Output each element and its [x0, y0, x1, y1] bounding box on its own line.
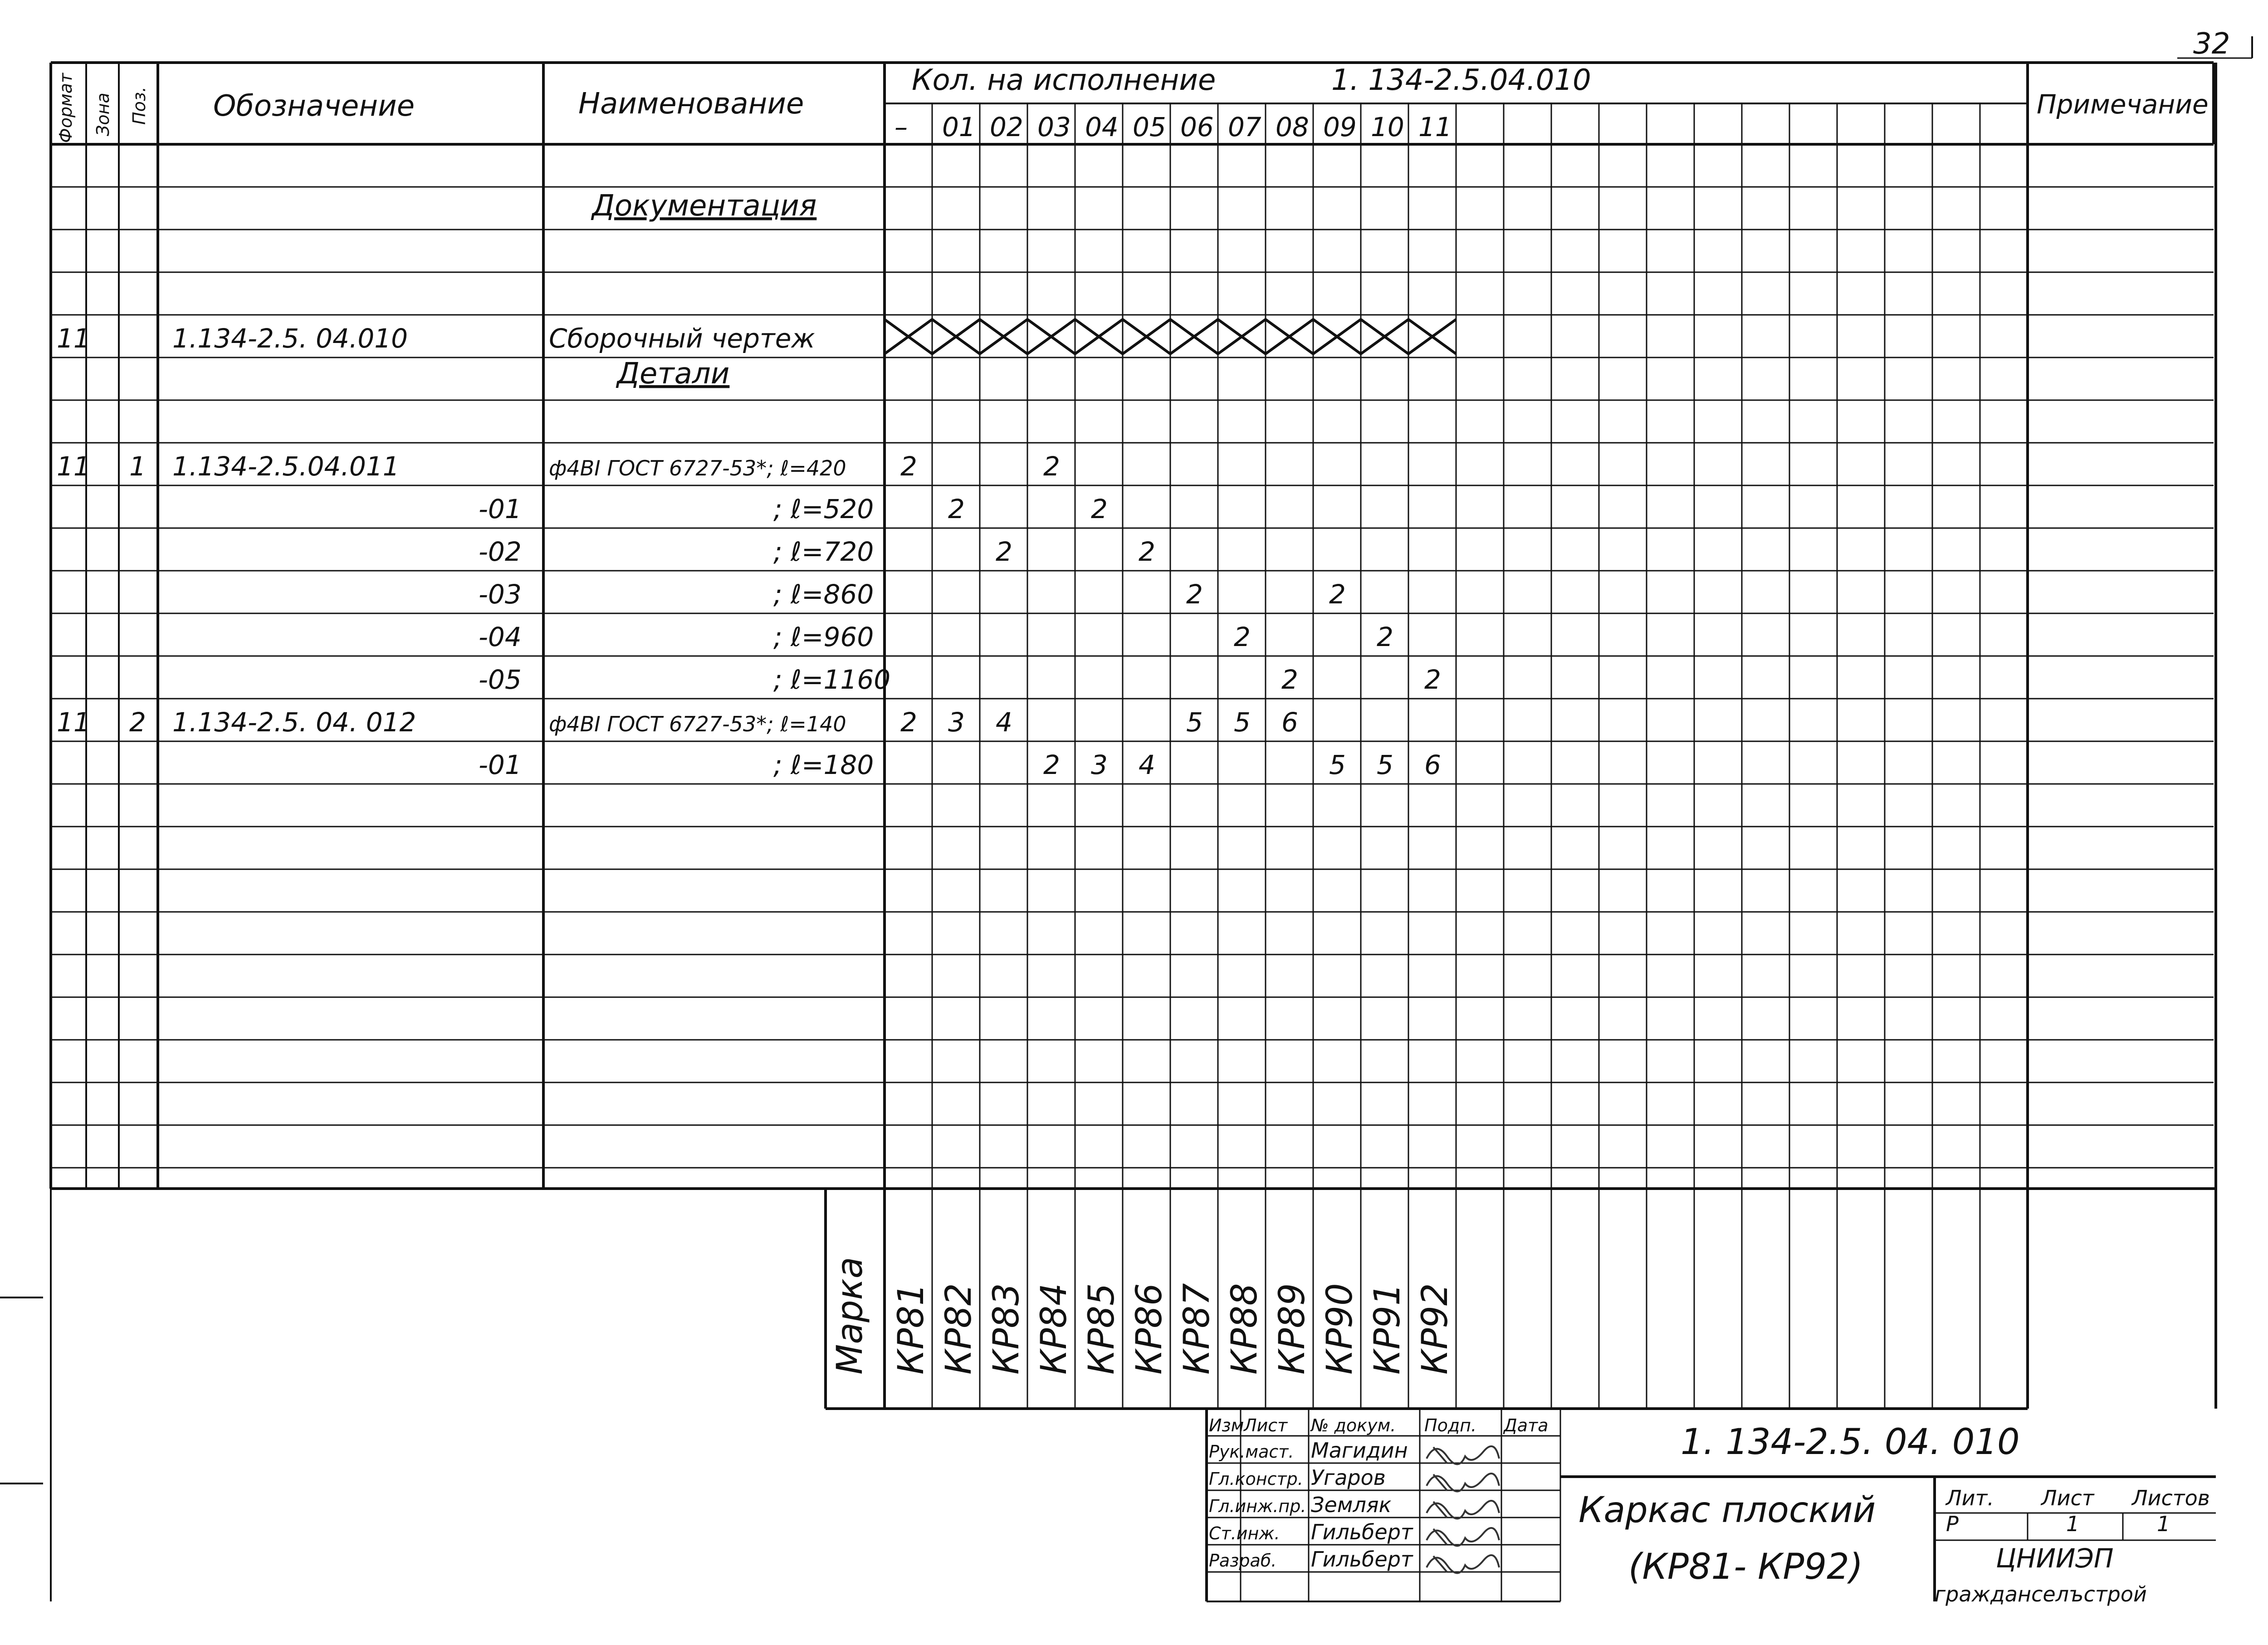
marka-value: КР83: [986, 1283, 1027, 1375]
cell-designation: -01: [479, 749, 522, 780]
marka-label: Марка: [830, 1257, 870, 1375]
page-number: 32: [2193, 27, 2230, 61]
tb-role: Разраб.: [1209, 1551, 1277, 1571]
header-format: Формат: [56, 73, 76, 143]
variant-label: 07: [1228, 112, 1261, 142]
signature: [1427, 1528, 1499, 1546]
signature: [1427, 1501, 1499, 1519]
cell-format: 11: [57, 707, 90, 738]
marka-value: КР90: [1320, 1283, 1360, 1375]
cell-qty: 4: [996, 707, 1012, 738]
marka-value: КР82: [938, 1283, 979, 1375]
cell-name: ; ℓ=720: [773, 536, 874, 567]
cell-designation: -03: [479, 579, 522, 610]
cell-designation: -05: [479, 664, 522, 695]
cell-name: ; ℓ=520: [773, 494, 874, 524]
cell-name: ; ℓ=180: [773, 749, 874, 780]
header-pos: Поз.: [129, 86, 149, 125]
sheet-label: Лист: [2041, 1486, 2094, 1510]
tb-role: Рук.маст.: [1209, 1442, 1294, 1462]
tb-name: Гильберт: [1311, 1520, 1413, 1544]
header-zone: Зона: [93, 93, 113, 136]
header-qty-doc: 1. 134-2.5.04.010: [1331, 64, 1591, 97]
cell-qty: 2: [948, 494, 965, 524]
marka-value: КР92: [1415, 1283, 1456, 1375]
marka-value: КР81: [891, 1283, 932, 1375]
signature: [1427, 1474, 1499, 1492]
cell-qty: 2: [1043, 749, 1060, 780]
marka-value: КР88: [1224, 1283, 1265, 1375]
cell-format: 11: [57, 451, 90, 482]
cell-qty: 3: [1091, 749, 1108, 780]
org-line-2: гражданселъстрой: [1935, 1582, 2147, 1606]
tb-name: Гильберт: [1311, 1547, 1413, 1572]
cell-pos: 2: [129, 707, 146, 738]
cell-qty: 6: [1424, 749, 1441, 780]
tb-name: Земляк: [1311, 1493, 1392, 1517]
tb-col-header: Подп.: [1424, 1415, 1477, 1435]
variant-label: 06: [1180, 112, 1214, 142]
lit-value: Р: [1946, 1512, 1959, 1536]
cell-qty: 2: [1186, 579, 1203, 610]
tb-role: Ст.инж.: [1209, 1523, 1280, 1543]
cell-qty: 2: [1377, 622, 1393, 652]
cell-designation: 1.134-2.5. 04.010: [172, 323, 408, 354]
section-parts: Детали: [617, 357, 730, 391]
tb-col-header: Лист: [1244, 1415, 1288, 1435]
cell-name: ф4ВI ГОСТ 6727-53*; ℓ=420: [549, 456, 846, 480]
marka-value: КР84: [1034, 1283, 1075, 1375]
variant-label: 08: [1276, 112, 1309, 142]
cell-name: ; ℓ=960: [773, 622, 874, 652]
cell-name: ф4ВI ГОСТ 6727-53*; ℓ=140: [549, 712, 846, 736]
cell-qty: 3: [948, 707, 965, 738]
variant-label: –: [894, 112, 908, 142]
document-number: 1. 134-2.5. 04. 010: [1681, 1422, 2020, 1463]
marka-value: КР89: [1272, 1283, 1313, 1375]
variant-label: 10: [1371, 112, 1404, 142]
variant-label: 11: [1418, 112, 1452, 142]
variant-label: 09: [1323, 112, 1357, 142]
cell-name: ; ℓ=1160: [773, 664, 891, 695]
title-block-col-headers: [1209, 1415, 1548, 1435]
cell-qty: 2: [1234, 622, 1251, 652]
cell-qty: 2: [900, 707, 917, 738]
signatures: [1427, 1446, 1499, 1573]
cell-qty: 4: [1139, 749, 1155, 780]
tb-role: Гл.констр.: [1209, 1469, 1303, 1489]
cell-qty: 2: [900, 451, 917, 482]
marka-value: КР87: [1177, 1283, 1217, 1375]
signature: [1427, 1555, 1499, 1573]
marka-value: КР85: [1081, 1283, 1122, 1375]
cell-qty: 5: [1377, 749, 1393, 780]
signature: [1427, 1446, 1499, 1464]
table-grid-lines: [0, 36, 2252, 1601]
cell-qty: 2: [1424, 664, 1441, 695]
tb-name: Магидин: [1311, 1438, 1408, 1463]
marka-value: КР86: [1129, 1283, 1170, 1375]
cell-designation: -04: [479, 622, 522, 652]
lit-label: Лит.: [1946, 1486, 1994, 1510]
cell-qty: 5: [1329, 749, 1346, 780]
tb-name: Угаров: [1311, 1465, 1386, 1490]
variant-label: 05: [1133, 112, 1166, 142]
header-qty: Кол. на исполнение: [912, 64, 1216, 97]
cell-designation: -01: [479, 494, 522, 524]
marka-row: [830, 1257, 1456, 1375]
tb-role: Гл.инж.пр.: [1209, 1496, 1306, 1516]
variant-headers: [894, 112, 1452, 142]
cell-qty: 6: [1281, 707, 1298, 738]
cell-designation: 1.134-2.5.04.011: [172, 451, 400, 482]
cell-qty: 5: [1186, 707, 1203, 738]
cell-qty: 5: [1234, 707, 1251, 738]
variant-label: 04: [1085, 112, 1119, 142]
cell-pos: 1: [129, 451, 146, 482]
variant-label: 03: [1037, 112, 1071, 142]
spec-rows: [57, 323, 1441, 780]
cell-qty: 2: [1139, 536, 1155, 567]
title-line-1: Каркас плоский: [1579, 1490, 1876, 1531]
cell-designation: -02: [479, 536, 522, 567]
cell-format: 11: [57, 323, 90, 354]
cell-qty: 2: [1281, 664, 1298, 695]
section-documentation: Документация: [592, 189, 817, 223]
tb-col-header: Дата: [1504, 1415, 1549, 1435]
cell-qty: 2: [996, 536, 1012, 567]
cell-designation: 1.134-2.5. 04. 012: [172, 707, 416, 738]
title-line-2: (КР81- КР92): [1628, 1547, 1863, 1587]
header-designation: Обозначение: [213, 89, 415, 123]
sheets-label: Листов: [2132, 1486, 2210, 1510]
variant-label: 02: [990, 112, 1023, 142]
cell-name: ; ℓ=860: [773, 579, 874, 610]
header-name: Наименование: [578, 87, 804, 121]
sheet-value: 1: [2066, 1512, 2080, 1536]
variant-label: 01: [942, 112, 976, 142]
marka-value: КР91: [1367, 1283, 1408, 1375]
header-note: Примечание: [2037, 89, 2209, 120]
title-block-people: [1209, 1438, 1413, 1572]
cell-name: Сборочный чертеж: [549, 323, 815, 354]
sheets-value: 1: [2157, 1512, 2170, 1536]
cell-qty: 2: [1091, 494, 1108, 524]
cell-qty: 2: [1329, 579, 1346, 610]
tb-col-header: № докум.: [1311, 1415, 1396, 1435]
cell-qty: 2: [1043, 451, 1060, 482]
tb-col-header: Изм: [1209, 1415, 1244, 1435]
org-line-1: ЦНИИЭП: [1996, 1543, 2114, 1574]
